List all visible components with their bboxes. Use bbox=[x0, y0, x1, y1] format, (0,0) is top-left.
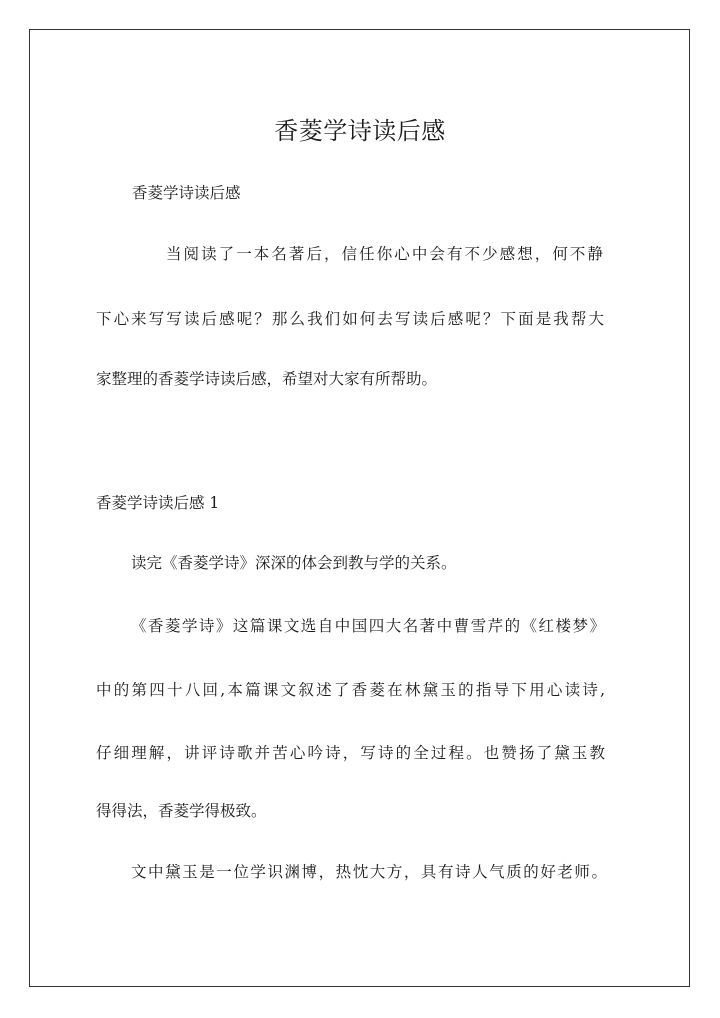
intro-line: 家整理的香菱学诗读后感，希望对大家有所帮助。 bbox=[96, 370, 438, 388]
intro-line: 下心来写写读后感呢？那么我们如何去写读后感呢？下面是我帮大 bbox=[96, 310, 604, 328]
body-line: 仔细理解，讲评诗歌并苦心吟诗，写诗的全过程。也赞扬了黛玉教 bbox=[96, 744, 605, 762]
intro-line: 当阅读了一本名著后，信任你心中会有不少感想，何不静 bbox=[166, 245, 603, 263]
document-subtitle: 香菱学诗读后感 bbox=[132, 184, 241, 202]
body-line: 文中黛玉是一位学识渊博，热忱大方，具有诗人气质的好老师。 bbox=[131, 863, 607, 881]
section-heading: 香菱学诗读后感 1 bbox=[96, 494, 220, 512]
body-line: 得得法，香菱学得极致。 bbox=[96, 802, 267, 820]
body-line: 中的第四十八回,本篇课文叙述了香菱在林黛玉的指导下用心读诗, bbox=[96, 681, 605, 699]
body-line: 读完《香菱学诗》深深的体会到教与学的关系。 bbox=[131, 554, 457, 572]
body-line: 《香菱学诗》这篇课文选自中国四大名著中曹雪芹的《红楼梦》 bbox=[131, 617, 605, 635]
document-title: 香菱学诗读后感 bbox=[274, 117, 446, 145]
